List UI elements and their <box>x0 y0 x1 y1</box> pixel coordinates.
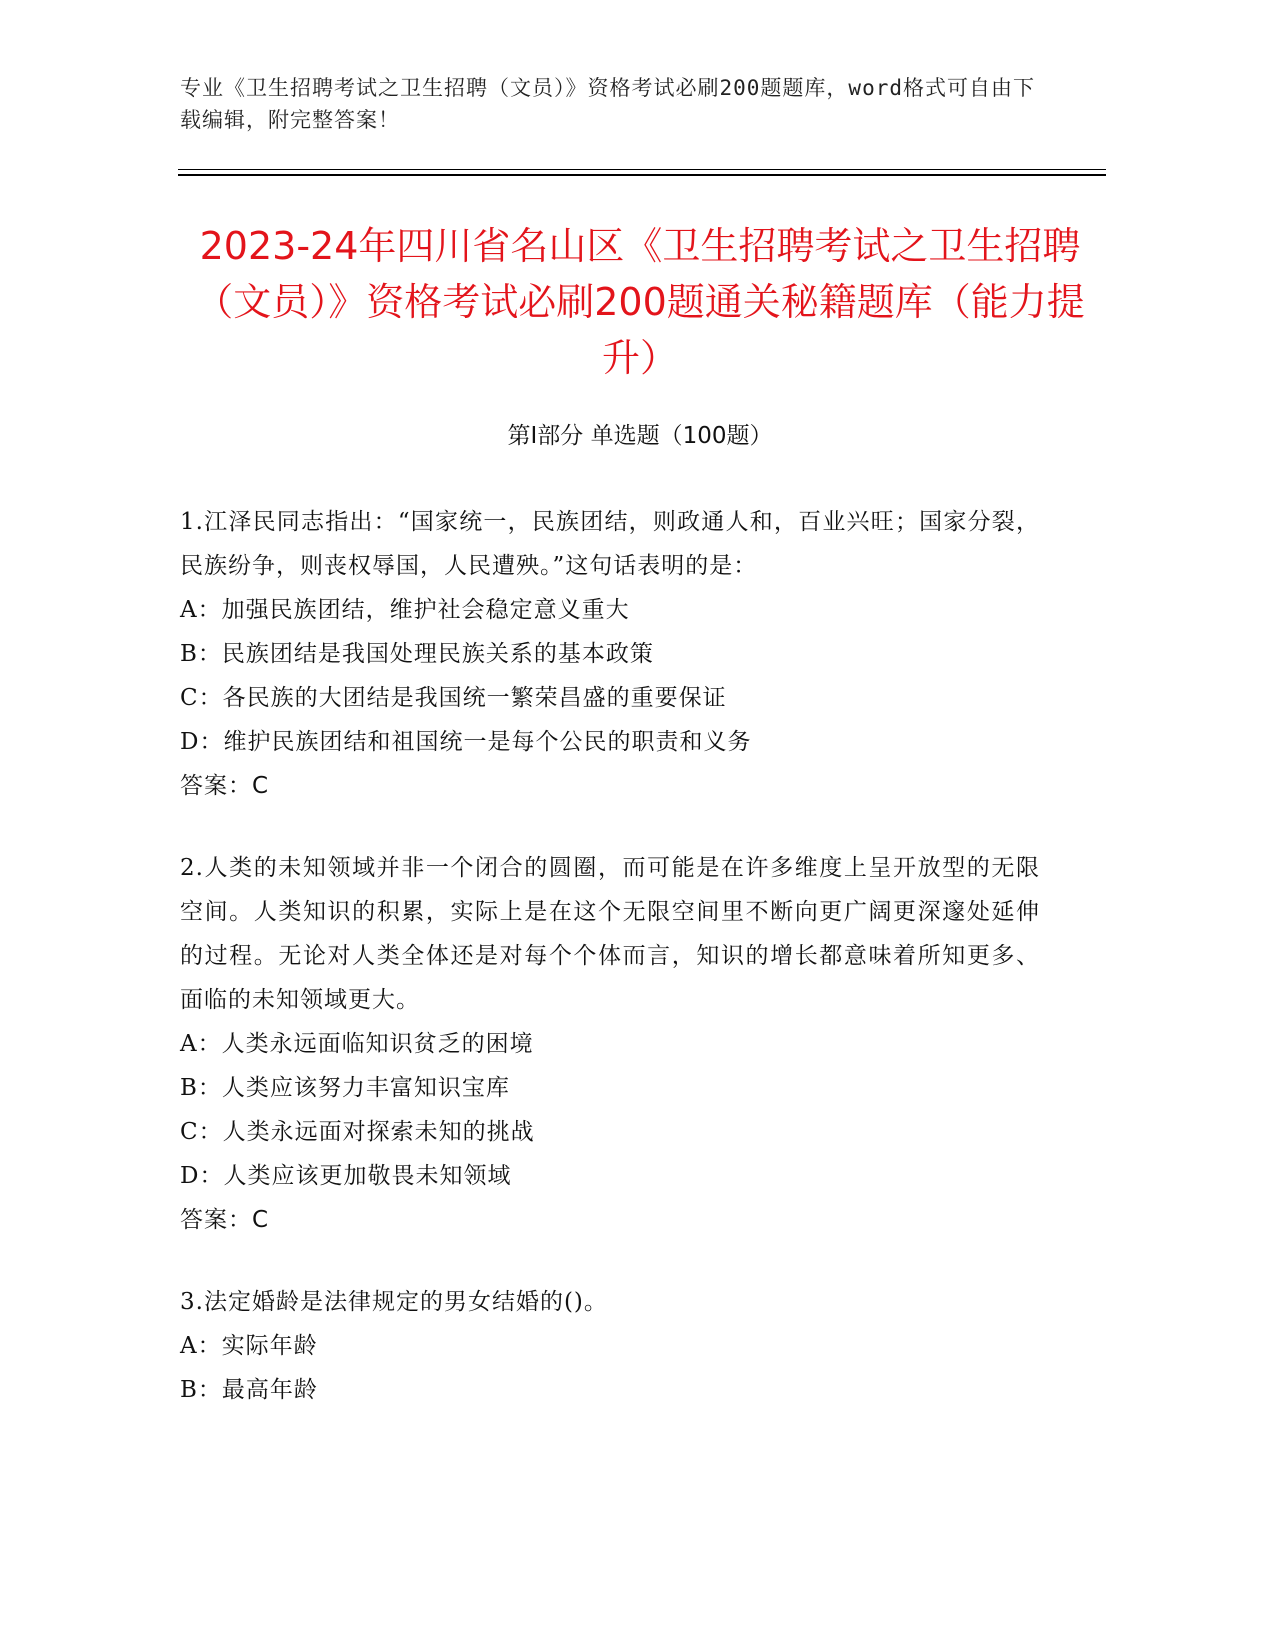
option-b: B：民族团结是我国处理民族关系的基本政策 <box>180 641 654 667</box>
question-stem: 2.人类的未知领域并非一个闭合的圆圈，而可能是在许多维度上呈开放型的无限空间。人类知识的积累，实际上是在这个无限空间里不断向更广阔更深邃处延伸的过程。无论对人类全体还是对每个个体而言，知识的增长都意味着所知更多、面临的未知领域更大。 <box>180 855 1040 1013</box>
option-c: C：人类永远面对探索未知的挑战 <box>180 1119 535 1145</box>
question-stem: 1.江泽民同志指出：“国家统一，民族团结，则政通人和，百业兴旺；国家分裂，民族纷争，则丧权辱国，人民遭殃。”这句话表明的是： <box>180 509 1040 579</box>
option-d: D：人类应该更加敬畏未知领域 <box>180 1163 512 1189</box>
option-d: D：维护民族团结和祖国统一是每个公民的职责和义务 <box>180 729 752 755</box>
header-divider-thin <box>178 169 1106 170</box>
question-stem: 3.法定婚龄是法律规定的男女结婚的()。 <box>180 1289 608 1315</box>
answer-line: 答案：C <box>180 773 270 799</box>
option-a: A：人类永远面临知识贫乏的困境 <box>180 1031 534 1057</box>
header-divider-thick <box>178 174 1106 176</box>
question-1 <box>180 500 1040 808</box>
section-title: 第Ⅰ部分 单选题（100题） <box>507 423 773 449</box>
question-3 <box>180 1280 1040 1412</box>
question-2 <box>180 846 1040 1242</box>
option-a: A：实际年龄 <box>180 1333 318 1359</box>
option-b: B：人类应该努力丰富知识宝库 <box>180 1075 510 1101</box>
header-note: 专业《卫生招聘考试之卫生招聘（文员）》资格考试必刷200题题库，word格式可自由下载编辑，附完整答案！ <box>180 76 1035 132</box>
question-list <box>180 500 1040 1450</box>
option-a: A：加强民族团结，维护社会稳定意义重大 <box>180 597 630 623</box>
answer-line: 答案：C <box>180 1207 270 1233</box>
option-c: C：各民族的大团结是我国统一繁荣昌盛的重要保证 <box>180 685 727 711</box>
document-title: 2023-24年四川省名山区《卫生招聘考试之卫生招聘（文员）》资格考试必刷200题通关秘籍题库（能力提升） <box>195 224 1085 380</box>
option-b: B：最高年龄 <box>180 1377 318 1403</box>
